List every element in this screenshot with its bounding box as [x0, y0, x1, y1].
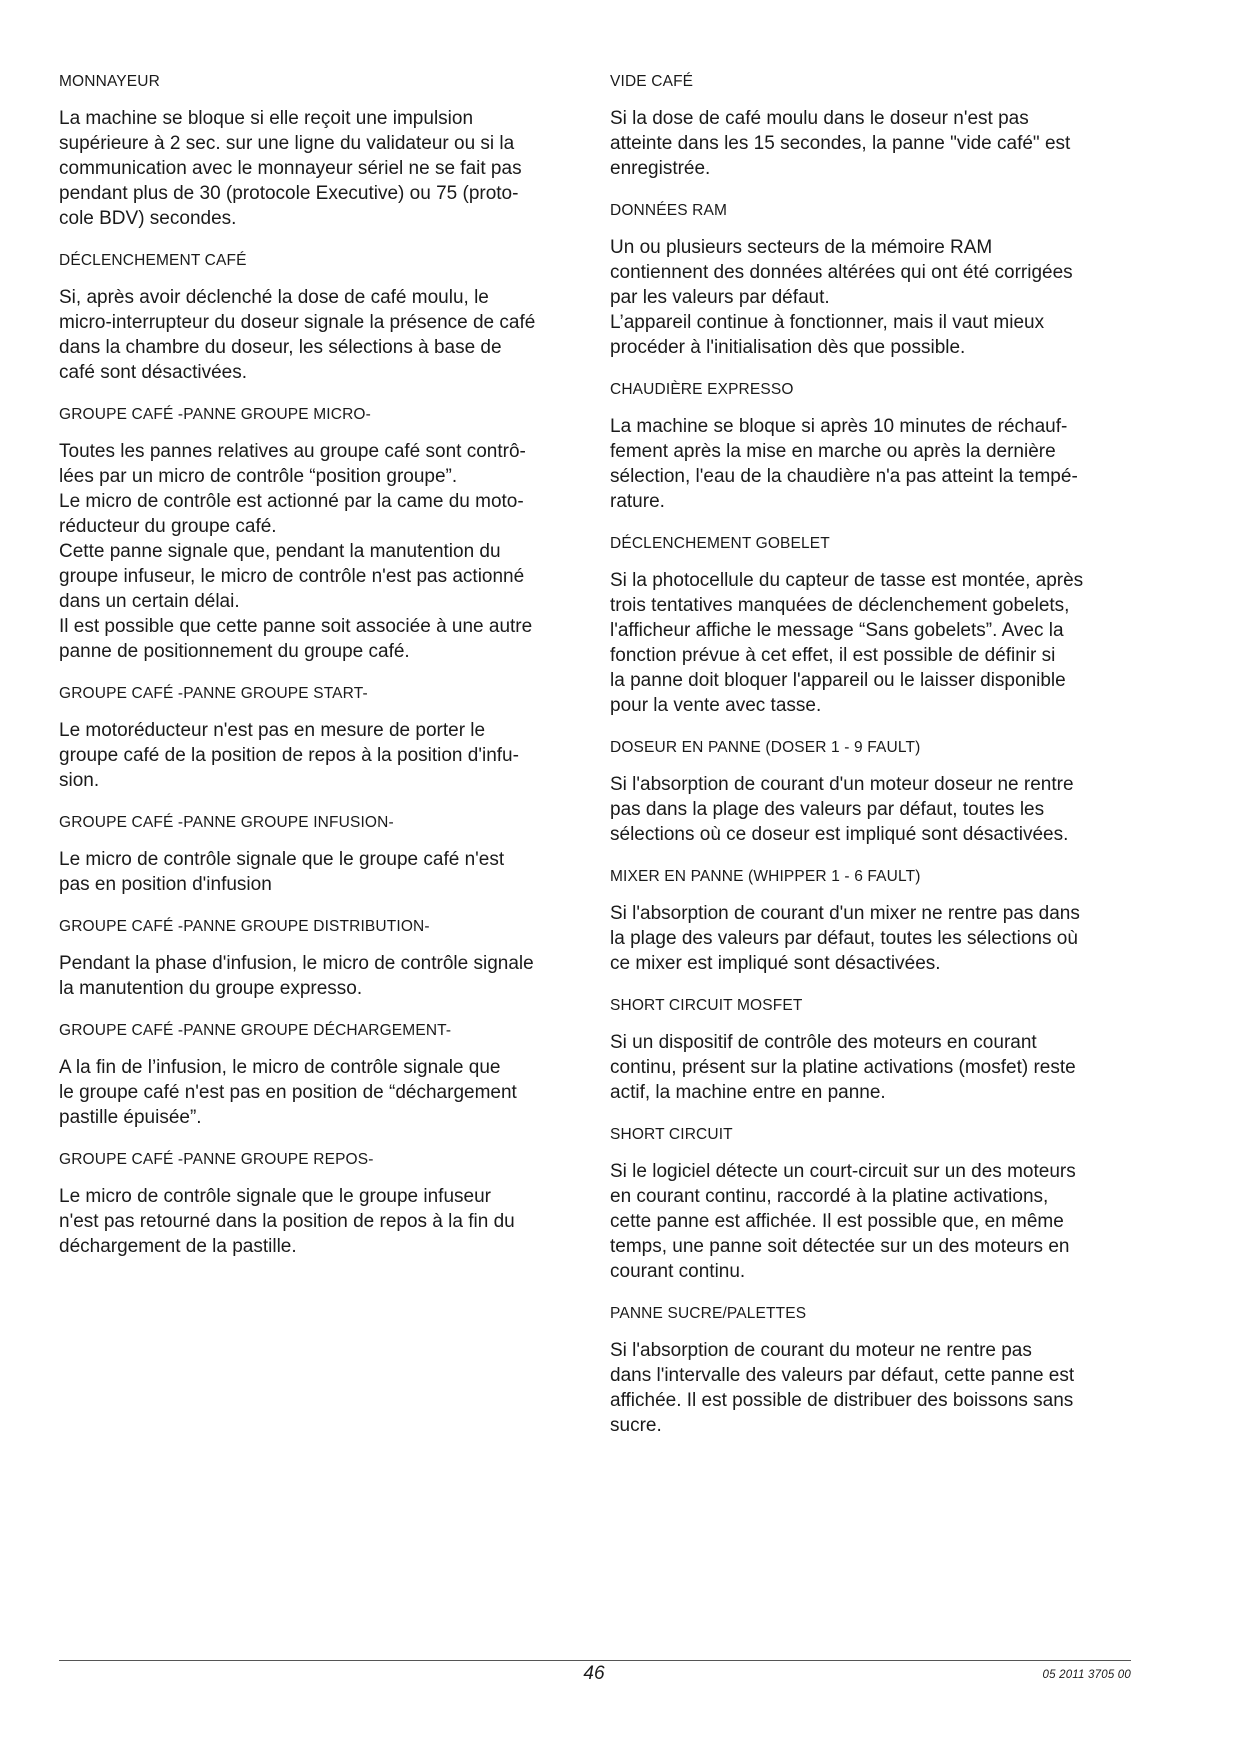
section-body: Toutes les pannes relatives au groupe café sont contrô- lées par un micro de contrôle “position groupe”. Le micro de contrôle est actionné par la came du moto- réducteur du groupe café. Cette panne signale que, pendant la manutention du groupe infuseur, le micro de contrôle n'est pas actionné dans un certain délai. Il est possible que cette panne soit associée à une autre panne de positionnement du groupe café. — [59, 441, 533, 662]
section-groupe-dechargement — [59, 1021, 584, 1130]
section-short-circuit-mosfet — [610, 996, 1130, 1105]
section-declenchement-cafe — [59, 251, 584, 385]
section-heading: GROUPE CAFÉ -PANNE GROUPE DISTRIBUTION- — [59, 918, 430, 935]
section-body: Le motoréducteur n'est pas en mesure de porter le groupe café de la position de repos à la position d'infu- sion. — [59, 720, 519, 791]
section-body: Si l'absorption de courant d'un mixer ne rentre pas dans la plage des valeurs par défaut, toutes les sélections où ce mixer est impliqué sont désactivées. — [610, 903, 1080, 974]
section-groupe-micro — [59, 405, 584, 664]
section-vide-cafe — [610, 72, 1130, 181]
section-body: Si la photocellule du capteur de tasse est montée, après trois tentatives manquées de déclenchement gobelets, l'afficheur affiche le message “Sans gobelets”. Avec la fonction prévue à cet effet, il est possible de définir si la panne doit bloquer l'appareil ou le laisser disponible pour la vente avec tasse. — [610, 570, 1084, 716]
section-short-circuit — [610, 1125, 1130, 1284]
section-monnayeur — [59, 72, 584, 231]
document-reference: 05 2011 3705 00 — [1042, 1669, 1131, 1681]
section-heading: DONNÉES RAM — [610, 202, 728, 219]
section-body: Si l'absorption de courant du moteur ne rentre pas dans l'intervalle des valeurs par défaut, cette panne est affichée. Il est possible de distribuer des boissons sans sucre. — [610, 1340, 1075, 1436]
section-mixer-en-panne — [610, 867, 1130, 976]
section-body: Si la dose de café moulu dans le doseur n'est pas atteinte dans les 15 secondes, la panne "vide café" est enregistrée. — [610, 108, 1071, 179]
section-heading: MIXER EN PANNE (WHIPPER 1 - 6 FAULT) — [610, 868, 921, 885]
page-number: 46 — [583, 1663, 605, 1684]
section-groupe-repos — [59, 1150, 584, 1259]
right-column — [610, 72, 1130, 1458]
section-heading: DÉCLENCHEMENT CAFÉ — [59, 252, 247, 269]
section-heading: SHORT CIRCUIT — [610, 1126, 733, 1143]
section-heading: GROUPE CAFÉ -PANNE GROUPE INFUSION- — [59, 814, 394, 831]
section-body: Si le logiciel détecte un court-circuit sur un des moteurs en courant continu, raccordé à la platine activations, cette panne est affichée. Il est possible que, en même temps, une panne soit détectée sur un des moteurs en courant continu. — [610, 1161, 1076, 1282]
section-groupe-distribution — [59, 917, 584, 1001]
section-body: Si, après avoir déclenché la dose de café moulu, le micro-interrupteur du doseur signale la présence de café dans la chambre du doseur, les sélections à base de café sont désactivées. — [59, 287, 536, 383]
section-body: La machine se bloque si elle reçoit une impulsion supérieure à 2 sec. sur une ligne du validateur ou si la communication avec le monnayeur sériel ne se fait pas pendant plus de 30 (protocole Executive) ou 75 (proto- cole BDV) secondes. — [59, 108, 522, 229]
section-chaudiere-expresso — [610, 380, 1130, 514]
section-heading: GROUPE CAFÉ -PANNE GROUPE DÉCHARGEMENT- — [59, 1022, 452, 1039]
section-heading: DOSEUR EN PANNE (DOSER 1 - 9 FAULT) — [610, 739, 921, 756]
section-groupe-infusion — [59, 813, 584, 897]
section-heading: VIDE CAFÉ — [610, 73, 694, 90]
section-declenchement-gobelet — [610, 534, 1130, 718]
section-body: Un ou plusieurs secteurs de la mémoire RAM contiennent des données altérées qui ont été corrigées par les valeurs par défaut. L’appareil continue à fonctionner, mais il vaut mieux procéder à l'initialisation dès que possible. — [610, 237, 1073, 358]
section-heading: DÉCLENCHEMENT GOBELET — [610, 535, 830, 552]
section-groupe-start — [59, 684, 584, 793]
section-panne-sucre-palettes — [610, 1304, 1130, 1438]
section-body: Si un dispositif de contrôle des moteurs en courant continu, présent sur la platine activations (mosfet) reste actif, la machine entre en panne. — [610, 1032, 1076, 1103]
section-body: Pendant la phase d'infusion, le micro de contrôle signale la manutention du groupe expresso. — [59, 953, 534, 999]
footer-divider — [59, 1660, 1131, 1661]
section-heading: PANNE SUCRE/PALETTES — [610, 1305, 807, 1322]
section-heading: MONNAYEUR — [59, 73, 160, 90]
section-body: Si l'absorption de courant d'un moteur doseur ne rentre pas dans la plage des valeurs par défaut, toutes les sélections où ce doseur est impliqué sont désactivées. — [610, 774, 1074, 845]
section-heading: SHORT CIRCUIT MOSFET — [610, 997, 803, 1014]
section-body: A la fin de l’infusion, le micro de contrôle signale que le groupe café n'est pas en position de “déchargement pastille épuisée”. — [59, 1057, 517, 1128]
left-column — [59, 72, 584, 1279]
section-heading: GROUPE CAFÉ -PANNE GROUPE START- — [59, 685, 368, 702]
section-heading: GROUPE CAFÉ -PANNE GROUPE MICRO- — [59, 406, 371, 423]
section-heading: CHAUDIÈRE EXPRESSO — [610, 381, 794, 398]
section-body: Le micro de contrôle signale que le groupe infuseur n'est pas retourné dans la position de repos à la fin du déchargement de la pastille. — [59, 1186, 515, 1257]
section-body: La machine se bloque si après 10 minutes de réchauf- fement après la mise en marche ou après la dernière sélection, l'eau de la chaudière n'a pas atteint la tempé- rature. — [610, 416, 1078, 512]
section-donnees-ram — [610, 201, 1130, 360]
section-doseur-en-panne — [610, 738, 1130, 847]
section-heading: GROUPE CAFÉ -PANNE GROUPE REPOS- — [59, 1151, 374, 1168]
section-body: Le micro de contrôle signale que le groupe café n'est pas en position d'infusion — [59, 849, 505, 895]
